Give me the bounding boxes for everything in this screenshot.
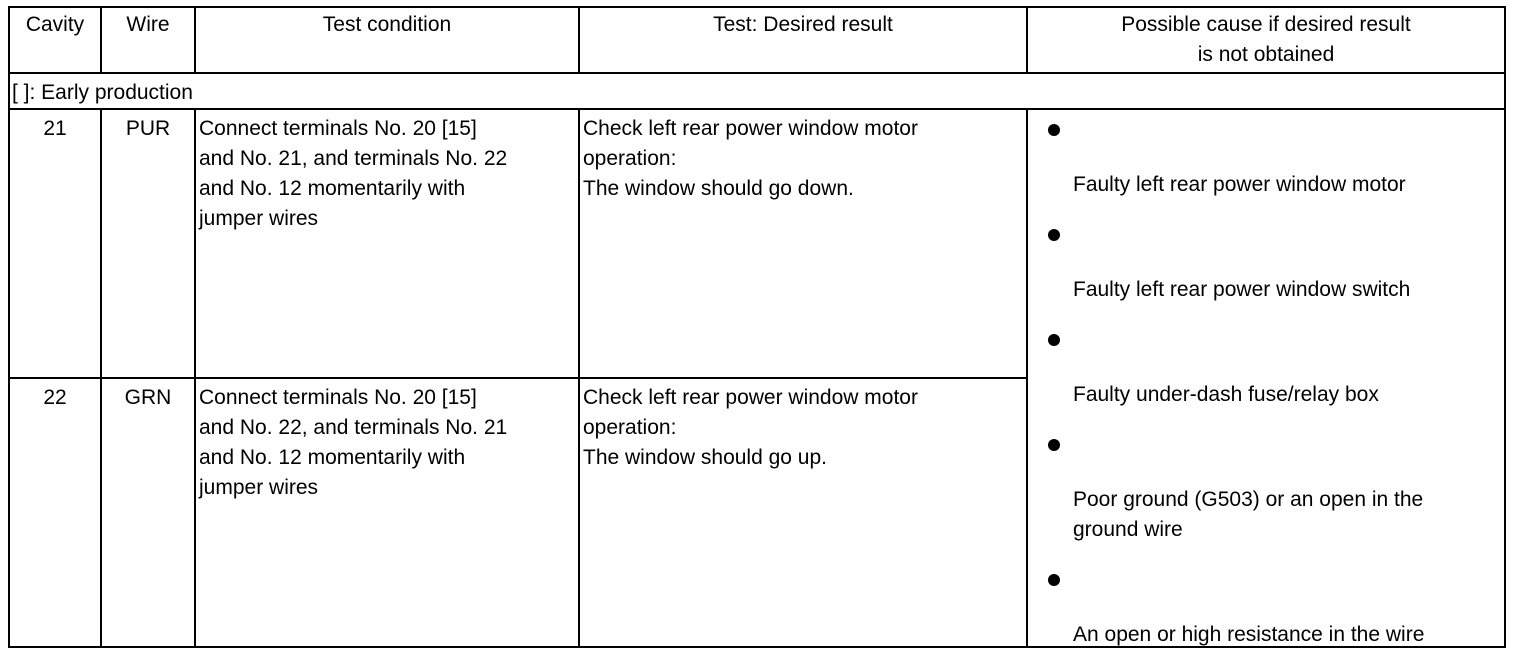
cause-item: Poor ground (G503) or an open in the ground wire xyxy=(1073,488,1424,541)
header-possible-cause: Possible cause if desired result is not obtained xyxy=(1121,13,1411,66)
row-1-wire: PUR xyxy=(125,117,171,140)
row-divider xyxy=(8,377,1027,379)
header-wire: Wire xyxy=(126,13,170,36)
bullet-icon xyxy=(1048,574,1060,586)
page-margin xyxy=(0,648,1520,654)
cause-item: An open or high resistance in the wire xyxy=(1073,623,1425,646)
early-production-note: [ ]: Early production xyxy=(12,81,193,104)
cause-item: Faulty under-dash fuse/relay box xyxy=(1073,383,1379,406)
bullet-icon xyxy=(1048,439,1060,451)
cause-item: Faulty left rear power window motor xyxy=(1073,173,1406,196)
col-divider-4-body xyxy=(1026,108,1028,648)
row-2-result: Check left rear power window motor operation: The window should go up. xyxy=(583,386,918,469)
header-test-condition: Test condition xyxy=(322,13,452,36)
header-divider xyxy=(8,72,1506,74)
col-divider-1-body xyxy=(100,108,102,648)
row-2-condition: Connect terminals No. 20 [15] and No. 22, and terminals No. 21 and No. 12 momentarily with jumper wires xyxy=(199,386,508,499)
bullet-icon xyxy=(1048,124,1060,136)
row-2-cavity: 22 xyxy=(43,386,67,409)
cause-item: Faulty left rear power window switch xyxy=(1073,278,1411,301)
col-divider-3-body xyxy=(578,108,580,648)
header-cavity: Cavity xyxy=(25,13,85,36)
diagnostic-table xyxy=(8,6,1506,648)
row-1-condition: Connect terminals No. 20 [15] and No. 21, and terminals No. 22 and No. 12 momentarily with jumper wires xyxy=(199,117,508,230)
header-desired-result: Test: Desired result xyxy=(713,13,893,36)
row-2-wire: GRN xyxy=(124,386,172,409)
row-1-result: Check left rear power window motor operation: The window should go down. xyxy=(583,117,918,200)
bullet-icon xyxy=(1048,229,1060,241)
bullet-icon xyxy=(1048,334,1060,346)
row-1-cavity: 21 xyxy=(43,117,67,140)
col-divider-2-body xyxy=(194,108,196,648)
note-divider xyxy=(8,108,1506,110)
